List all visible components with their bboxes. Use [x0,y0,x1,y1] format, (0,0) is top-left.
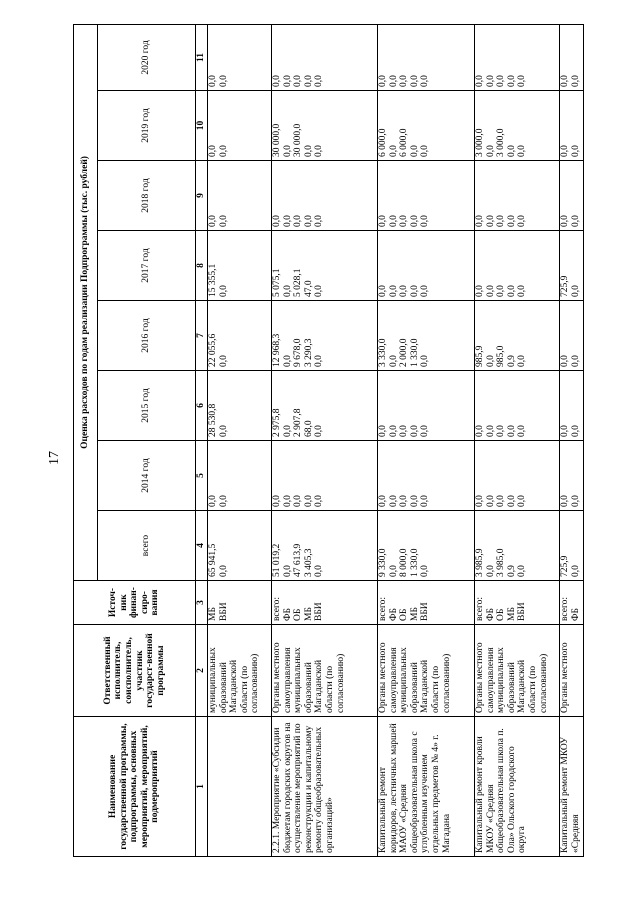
amount-value: 6 000,0 [399,128,410,157]
amount-value: 0,0 [399,285,410,297]
amount-value: 725,9 [560,275,570,297]
column-number: 8 [196,231,208,301]
amount-value: 0,0 [570,215,581,227]
amount-value: 0,0 [388,215,399,227]
table-row [378,24,475,856]
amount-value: 0,0 [218,495,229,507]
funding-source-cell [272,581,378,625]
header-year-2015: 2015 год [98,371,196,441]
program-name-cell: Капитальный ремонт МКОУ «Средняя [560,717,584,857]
amount-value: 0,0 [420,495,431,507]
amount-value: 0,0 [314,565,325,577]
amount-value: 6 000,0 [378,128,388,157]
amount-value: 0,0 [420,75,431,87]
amount-value: 0,0 [282,285,293,297]
funding-source-label: ФБ [570,608,581,621]
executor-cell: Органы местного [560,625,584,717]
program-name-cell [208,717,272,857]
amount-value: 0,0 [506,145,517,157]
amount-cell [378,441,475,511]
amount-value: 5 028,1 [293,268,304,297]
amount-value: 0,0 [293,495,304,507]
amount-value: 0,0 [485,355,496,367]
amount-value: 0,0 [570,565,581,577]
amount-cell [378,161,475,231]
rotated-table-wrapper [73,25,595,857]
amount-value: 68,0 [303,420,314,437]
funding-source-cell [378,581,475,625]
amount-value: 1 330,0 [409,548,420,577]
amount-value: 0,0 [409,495,420,507]
amount-value: 0,0 [506,285,517,297]
amount-value: 0,0 [560,145,570,157]
amount-cell [475,91,560,161]
program-name-cell: 2.2.1. Мероприятие «Субсидии бюджетам городских округов на осуществление мероприятий по реконструкции и капитальному ремонту общеобразовательных организаций» [272,717,378,857]
amount-value: 0,0 [218,285,229,297]
amount-value: 0,0 [314,495,325,507]
amount-value: 0,0 [388,565,399,577]
amount-value: 985,9 [475,345,485,367]
amount-value: 0,0 [272,75,282,87]
amount-value: 0,0 [420,565,431,577]
amount-value: 0,0 [303,215,314,227]
amount-cell [378,301,475,371]
amount-value: 0,0 [517,75,528,87]
amount-value: 0,0 [378,215,388,227]
amount-value: 0,0 [208,145,218,157]
amount-value: 3 290,3 [303,338,314,367]
column-number: 11 [196,24,208,90]
amount-cell [272,301,378,371]
program-name-cell: Капитальный ремонт кровли МКОУ «Средняя общеобразовательная школа п. Ола» Ольского городского округа [475,717,560,857]
amount-cell [475,441,560,511]
funding-source-label: всего: [272,596,282,621]
executor-cell: Органы местного самоуправления муниципальных образований Магаданской области (по согласованию) [272,625,378,717]
amount-cell [272,231,378,301]
amount-cell [272,161,378,231]
amount-cell [475,301,560,371]
amount-value: 28 530,8 [208,403,218,437]
header-executor: Ответственный исполнитель, соисполнитель, участник государст-венной программы [74,625,196,717]
amount-value: 0,0 [517,285,528,297]
amount-value: 0,0 [399,495,410,507]
amount-value: 0,0 [399,75,410,87]
funding-source-label: ВБИ [218,602,229,621]
funding-source-label: ОБ [399,608,410,621]
amount-value: 0,0 [272,495,282,507]
amount-value: 3 000,0 [475,128,485,157]
amount-cell [378,231,475,301]
amount-value: 0,0 [208,75,218,87]
executor-cell: Органы местного самоуправления муниципальных образований Магаданской области (по согласованию) [378,625,475,717]
amount-value: 0,0 [420,425,431,437]
amount-value: 0,0 [496,495,507,507]
amount-cell [208,91,272,161]
amount-value: 0,0 [378,425,388,437]
table-row [475,24,560,856]
amount-value: 0,0 [208,495,218,507]
header-year-2016: 2016 год [98,301,196,371]
amount-cell [560,91,584,161]
amount-value: 0,0 [475,75,485,87]
column-number: 5 [196,441,208,511]
funding-source-label: ВБИ [314,602,325,621]
amount-cell [378,511,475,581]
amount-value: 0,0 [560,425,570,437]
amount-value: 0,0 [420,145,431,157]
amount-value: 0,0 [208,215,218,227]
amount-value: 0,0 [506,215,517,227]
amount-value: 0,0 [303,495,314,507]
amount-value: 0,0 [409,425,420,437]
amount-value: 0,0 [496,75,507,87]
funding-source-cell [560,581,584,625]
amount-cell [378,371,475,441]
amount-value: 0,0 [282,215,293,227]
table-row [272,24,378,856]
amount-value: 0,0 [570,75,581,87]
funding-source-label: ВБИ [420,602,431,621]
amount-value: 0,0 [388,75,399,87]
amount-value: 0,0 [409,285,420,297]
amount-value: 0,0 [517,215,528,227]
amount-value: 0,0 [399,425,410,437]
column-number: 1 [196,717,208,857]
amount-value: 0,0 [409,145,420,157]
amount-cell [475,511,560,581]
amount-value: 0,0 [485,425,496,437]
amount-cell [208,161,272,231]
program-name-cell: Капитальный ремонт коридоров, лестничных маршей МАОУ «Средняя общеобразовательная школа с углубленным изучением отдельных предметов № 4» г. Магадана [378,717,475,857]
funding-source-label: МБ [409,607,420,621]
amount-value: 0,0 [218,145,229,157]
amount-value: 0,0 [420,285,431,297]
column-number: 4 [196,511,208,581]
amount-value: 0,9 [506,565,517,577]
column-number: 3 [196,581,208,625]
amount-value: 0,0 [293,75,304,87]
amount-value: 0,0 [293,215,304,227]
header-year-2020: 2020 год [98,24,196,90]
amount-value: 1 330,0 [409,338,420,367]
amount-cell [272,441,378,511]
amount-value: 47 613,9 [293,543,304,577]
table-row [208,24,272,856]
amount-value: 2 975,8 [272,408,282,437]
amount-cell [208,441,272,511]
amount-cell [272,91,378,161]
amount-value: 0,0 [560,495,570,507]
column-number: 9 [196,161,208,231]
header-expense-group: Оценка расходов по годам реализации Подпрограммы (тыс. рублей) [74,24,98,580]
amount-value: 0,0 [570,355,581,367]
amount-value: 0,0 [388,285,399,297]
amount-value: 0,9 [506,355,517,367]
amount-value: 0,0 [388,425,399,437]
amount-value: 0,0 [399,215,410,227]
amount-value: 0,0 [485,215,496,227]
amount-value: 51 019,2 [272,543,282,577]
amount-value: 0,0 [378,285,388,297]
amount-value: 2 907,8 [293,408,304,437]
amount-value: 0,0 [560,75,570,87]
amount-value: 0,0 [314,215,325,227]
amount-value: 725,9 [560,555,570,577]
amount-value: 0,0 [218,215,229,227]
amount-value: 0,0 [282,565,293,577]
amount-value: 0,0 [314,285,325,297]
amount-cell [272,371,378,441]
amount-value: 0,0 [282,495,293,507]
amount-cell [378,91,475,161]
amount-value: 0,0 [517,355,528,367]
funding-source-cell [208,581,272,625]
funding-source-label: всего: [475,596,485,621]
amount-value: 9 330,0 [378,548,388,577]
amount-cell [378,24,475,90]
amount-cell [208,24,272,90]
amount-cell [475,371,560,441]
amount-value: 0,0 [388,495,399,507]
amount-value: 0,0 [303,75,314,87]
amount-value: 0,0 [282,145,293,157]
amount-value: 9 678,0 [293,338,304,367]
amount-value: 0,0 [218,425,229,437]
amount-value: 0,0 [517,495,528,507]
amount-value: 0,0 [314,425,325,437]
amount-value: 0,0 [506,425,517,437]
amount-value: 0,0 [570,285,581,297]
amount-value: 65 941,5 [208,543,218,577]
header-year-2014: 2014 год [98,441,196,511]
header-program-name: Наименование государственной программы, подпрограммы, основных мероприятий, мероприятий, подмероприятий [74,717,196,857]
amount-value: 0,0 [314,145,325,157]
amount-value: 3 330,0 [378,338,388,367]
amount-value: 0,0 [420,215,431,227]
amount-value: 0,0 [314,355,325,367]
amount-value: 0,0 [409,75,420,87]
funding-source-label: ФБ [282,608,293,621]
amount-value: 47,0 [303,280,314,297]
amount-value: 0,0 [475,215,485,227]
amount-cell [208,301,272,371]
column-number: 2 [196,625,208,717]
amount-cell [272,24,378,90]
funding-source-label: ВБИ [517,602,528,621]
column-number: 10 [196,91,208,161]
header-year-2019: 2019 год [98,91,196,161]
amount-value: 0,0 [475,425,485,437]
amount-value: 0,0 [314,75,325,87]
executor-cell: муниципальных образований Магаданской области (по согласованию) [208,625,272,717]
amount-value: 0,0 [420,355,431,367]
amount-value: 5 075,1 [272,268,282,297]
amount-value: 0,0 [485,495,496,507]
column-numbers-row [196,24,208,856]
amount-value: 0,0 [272,215,282,227]
amount-value: 0,0 [570,495,581,507]
amount-value: 0,0 [388,145,399,157]
amount-value: 0,0 [506,495,517,507]
amount-value: 0,0 [218,355,229,367]
amount-value: 985,0 [496,345,507,367]
funding-source-label: ФБ [388,608,399,621]
amount-value: 0,0 [378,495,388,507]
funding-source-label: МБ [303,607,314,621]
amount-value: 0,0 [485,285,496,297]
amount-value: 0,0 [485,565,496,577]
amount-cell [560,511,584,581]
amount-cell [560,301,584,371]
page-number: 17 [47,451,62,465]
funding-source-label: ОБ [496,608,507,621]
amount-value: 0,0 [282,355,293,367]
header-year-2017: 2017 год [98,231,196,301]
funding-source-label: всего: [378,596,388,621]
table-row [560,24,584,856]
amount-value: 0,0 [282,75,293,87]
table-body [208,24,584,856]
amount-value: 0,0 [485,75,496,87]
amount-value: 8 000,0 [399,548,410,577]
amount-value: 0,0 [378,75,388,87]
amount-cell [560,231,584,301]
funding-source-label: ФБ [485,608,496,621]
amount-value: 0,0 [496,425,507,437]
amount-cell [475,24,560,90]
amount-value: 12 968,3 [272,333,282,367]
amount-cell [208,511,272,581]
amount-value: 0,0 [496,215,507,227]
amount-value: 0,0 [303,145,314,157]
amount-cell [560,371,584,441]
amount-cell [208,231,272,301]
amount-value: 0,0 [282,425,293,437]
amount-value: 0,0 [475,285,485,297]
amount-value: 0,0 [388,355,399,367]
amount-value: 3 000,0 [496,128,507,157]
amount-cell [560,24,584,90]
funding-source-label: МБ [506,607,517,621]
amount-value: 0,0 [560,355,570,367]
funding-source-label: всего: [560,596,570,621]
amount-value: 3 405,3 [303,548,314,577]
amount-value: 3 985,9 [475,548,485,577]
amount-value: 30 000,0 [272,123,282,157]
column-number: 7 [196,301,208,371]
amount-value: 22 055,6 [208,333,218,367]
amount-value: 0,0 [485,145,496,157]
amount-cell [272,511,378,581]
amount-cell [560,441,584,511]
funding-source-cell [475,581,560,625]
header-total: всего [98,511,196,581]
amount-value: 0,0 [560,215,570,227]
amount-value: 0,0 [506,75,517,87]
amount-value: 0,0 [570,145,581,157]
amount-value: 15 355,1 [208,263,218,297]
amount-value: 0,0 [218,565,229,577]
funding-source-label: МБ [208,607,218,621]
column-number: 6 [196,371,208,441]
amount-cell [208,371,272,441]
header-row-top [74,24,98,856]
amount-cell [475,231,560,301]
executor-cell: Органы местного самоуправления муниципальных образований Магаданской области (по согласованию) [475,625,560,717]
amount-value: 0,0 [475,495,485,507]
budget-table [73,24,584,857]
amount-value: 0,0 [517,565,528,577]
amount-value: 3 985,0 [496,548,507,577]
amount-cell [560,161,584,231]
amount-value: 30 000,0 [293,123,304,157]
funding-source-label: ОБ [293,608,304,621]
amount-cell [475,161,560,231]
amount-value: 2 000,0 [399,338,410,367]
header-year-2018: 2018 год [98,161,196,231]
amount-value: 0,0 [409,215,420,227]
amount-value: 0,0 [517,425,528,437]
amount-value: 0,0 [517,145,528,157]
amount-value: 0,0 [496,285,507,297]
header-funding-source: Источ-ник финан-сиро-вания [74,581,196,625]
amount-value: 0,0 [218,75,229,87]
amount-value: 0,0 [570,425,581,437]
